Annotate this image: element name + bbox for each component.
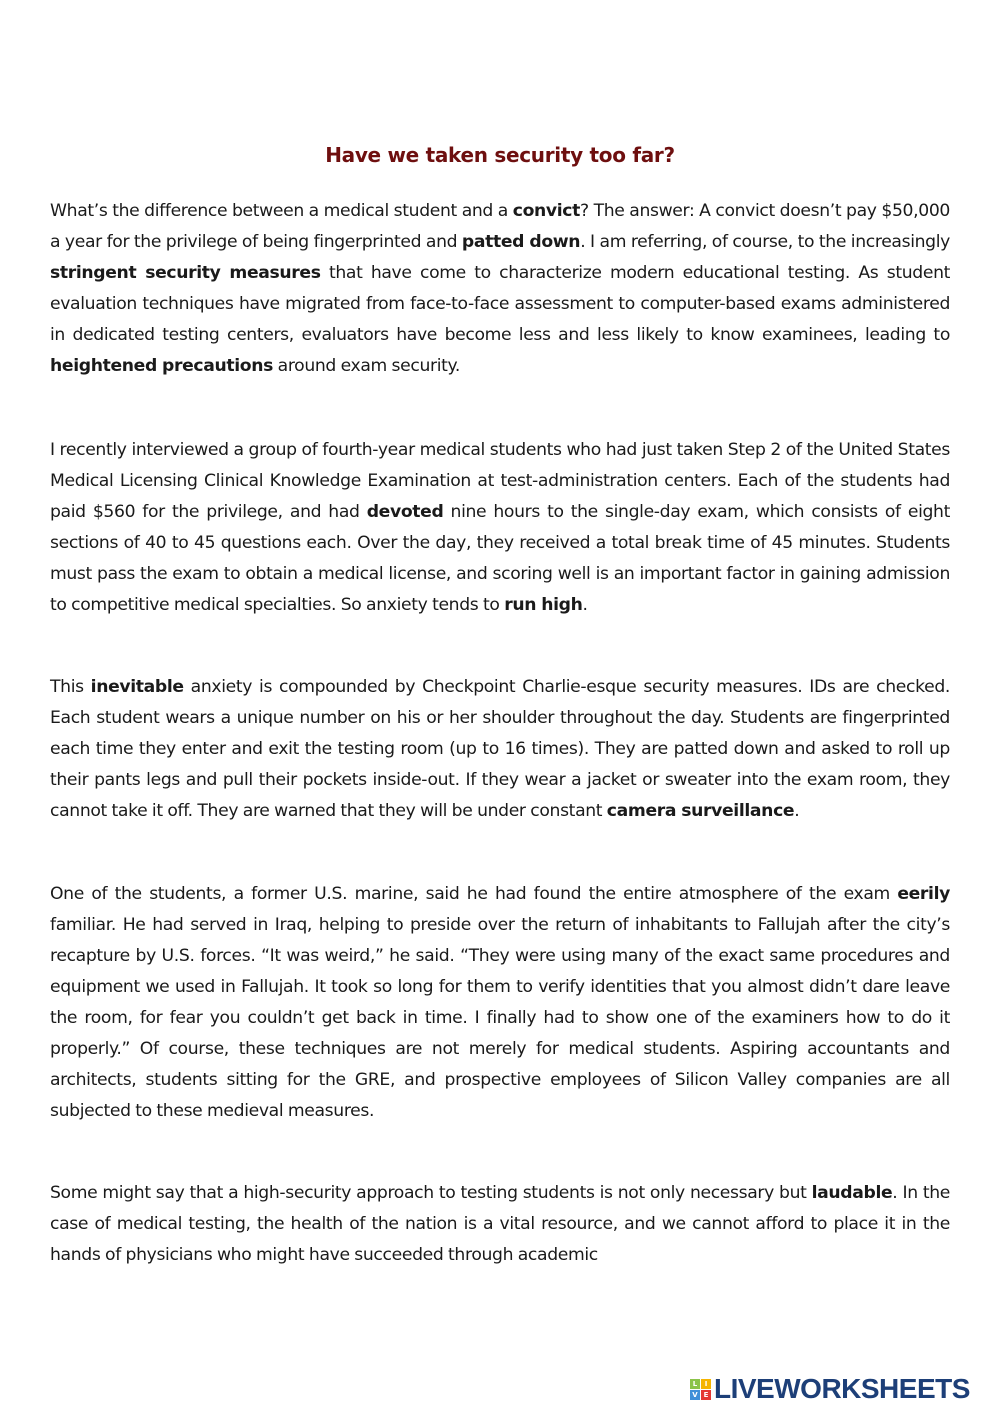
text-segment: Some might say that a high-security approach to testing students is not only necessary but (50, 1183, 812, 1203)
paragraph-5 (50, 1178, 950, 1271)
paragraph-1 (50, 196, 950, 382)
bold-term-stringent-security-measures: stringent security measures (50, 263, 321, 283)
text-segment: familiar. He had served in Iraq, helping to preside over the return of inhabitants to Fallujah after the city’s recapture by U.S. forces. “It was weird,” he said. “They were using many of the exact same procedures and equipment we used in Fallujah. It took so long for them to verify identities that you almost didn’t dare leave the room, for fear you couldn’t get back in time. I finally had to show one of the examiners how to do it properly.” Of course, these techniques are not merely for medical students. Aspiring accountants and architects, students sitting for the GRE, and prospective employees of Silicon Valley companies are all subjected to these medieval measures. (50, 915, 950, 1121)
bold-term-camera-surveillance: camera surveillance (606, 801, 795, 821)
text-segment: that have come to characterize modern educational testing. As student evaluation techniques have migrated from face-to-face assessment to computer-based exams administered in dedicated testing centers, evaluators have become less and less likely to know examinees, leading to (50, 263, 950, 345)
bold-term-run-high: run high (504, 595, 583, 615)
text-segment: This (50, 677, 91, 697)
paragraph-2 (50, 435, 950, 621)
document-title: Have we taken security too far? (325, 143, 675, 167)
bold-term-laudable: laudable (811, 1183, 893, 1203)
logo-live-grid-icon (690, 1379, 711, 1400)
liveworksheets-logo (690, 1374, 970, 1404)
text-segment: I recently interviewed a group of fourth-year medical students who had just taken Step 2 of the United States Medical Licensing Clinical Knowledge Examination at test-administration centers. Each of the students had paid $560 for the privilege, and had (50, 440, 950, 522)
logo-letter: V (690, 1390, 700, 1400)
logo-letter: L (690, 1379, 700, 1389)
text-segment: nine hours to the single-day exam, which consists of eight sections of 40 to 45 questions each. Over the day, they received a total break time of 45 minutes. Students must pass the exam to obtain a medical license, and scoring well is an important factor in gaining admission to competitive medical specialties. So anxiety tends to (50, 502, 950, 615)
bold-term-patted-down: patted down (461, 232, 581, 252)
text-segment: . (582, 595, 588, 615)
text-segment: . (794, 801, 800, 821)
logo-letter: E (701, 1390, 711, 1400)
text-segment: . In the case of medical testing, the health of the nation is a vital resource, and we cannot afford to place it in the hands of physicians who might have succeeded through academic (50, 1183, 950, 1265)
bold-term-inevitable: inevitable (90, 677, 184, 697)
bold-term-convict: convict (512, 201, 581, 221)
text-segment: around exam security. (273, 356, 461, 376)
text-segment: . I am referring, of course, to the increasingly (580, 232, 950, 252)
text-segment: What’s the difference between a medical student and a (50, 201, 513, 221)
bold-term-devoted: devoted (366, 502, 444, 522)
logo-wordmark: LIVEWORKSHEETS (714, 1373, 970, 1404)
logo-letter: I (701, 1379, 711, 1389)
paragraph-4 (50, 879, 950, 1127)
text-segment: One of the students, a former U.S. marine, said he had found the entire atmosphere of the exam (50, 884, 898, 904)
bold-term-eerily: eerily (897, 884, 950, 904)
bold-term-heightened-precautions: heightened precautions (50, 356, 274, 376)
paragraph-3 (50, 672, 950, 827)
text-segment: ? The answer: A convict doesn’t pay $50,000 a year for the privilege of being fingerprinted and (50, 201, 950, 252)
text-segment: anxiety is compounded by Checkpoint Charlie-esque security measures. IDs are checked. Each student wears a unique number on his or her shoulder throughout the day. Students are fingerprinted each time they enter and exit the testing room (up to 16 times). They are patted down and asked to roll up their pants legs and pull their pockets inside-out. If they wear a jacket or sweater into the exam room, they cannot take it off. They are warned that they will be under constant (50, 677, 950, 821)
